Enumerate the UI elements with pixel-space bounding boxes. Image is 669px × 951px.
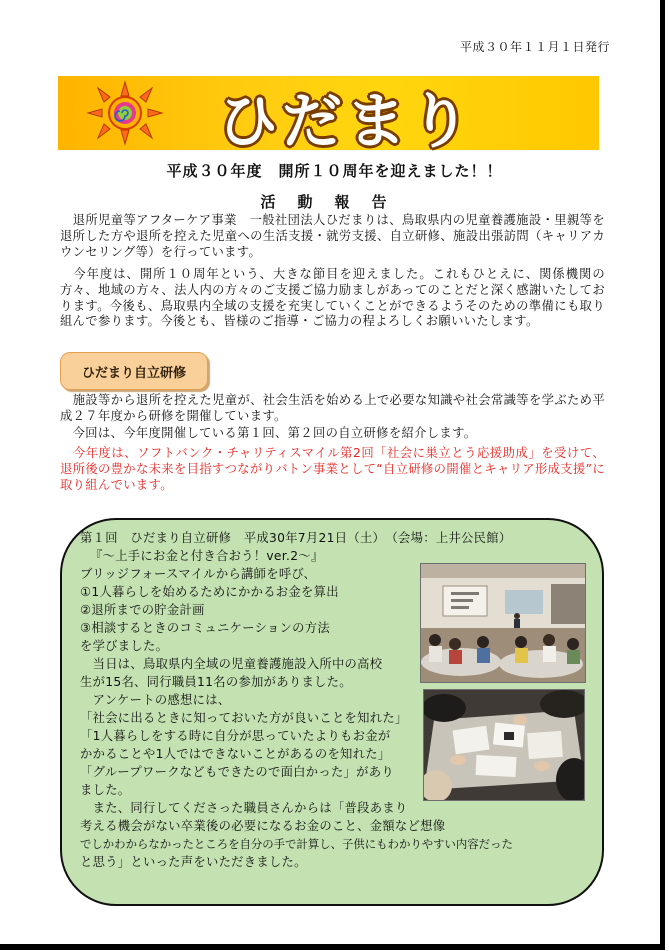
headline: 平成３０年度 開所１０周年を迎えました！！ [166,162,503,180]
training-section-badge: ひだまり自立研修 [60,352,208,390]
issue-date: 平成３０年１１月１日発行 [459,40,610,54]
session-1-line: ③相談するときのコミュニケーションの方法 [80,621,330,635]
training-paragraph-1: 施設等から退所を控えた児童が、社会生活を始める上で必要な知識や社会常識等を学ぶため平成２７年度から研修を開催しています。 [60,393,606,423]
sun-logo-icon [86,80,164,146]
session-1-line: ①1人暮らしを始めるためにかかるお金を算出 [80,585,339,599]
session-1-line: でしかわからなかったところを自分の手で計算し、子供にもわかりやすい内容だった [80,837,513,851]
group-work-photo [423,689,585,801]
session-1-line: 「1人暮らしをする時に自分が思っていたよりもお金が [80,729,391,743]
session-1-line: 当日は、鳥取県内全域の児童養護施設入所中の高校 [80,657,383,671]
session-1-line: と思う」といった声をいただきました。 [80,855,307,869]
newsletter-title: ひだまり [218,87,474,157]
lecture-photo [420,563,586,683]
session-1-line: ②退所までの貯金計画 [80,603,205,617]
session-1-line: かかることや1人ではできないことがあるのを知れた」 [80,747,391,761]
session-1-line: ました。 [80,783,131,797]
session-1-line: を学びました。 [80,639,169,653]
training-paragraph-2: 今回は、今年度開催している第１回、第２回の自立研修を紹介します。 [72,426,477,440]
training-paragraph-3: 今年度は、ソフトバンク・チャリティスマイル第2回「社会に巣立とう応援助成」を受けて、退所後の豊かな未来を目指すつながりバトン事業として“自立研修の開催とキャリア形成支援”に取り組んでいます。 [60,446,605,492]
session-1-line: アンケートの感想には、 [80,693,231,707]
session-1-line: また、同行してくださった職員さんからは「普段あまり [80,801,408,815]
activity-report-paragraph-2: 今年度は、開所１０周年という、大きな節目を迎えました。これもひとえに、関係機関の方々、地域の方々、法人内の方々のご支援ご協力励ましがあってのことだと深く感謝いたしております。今後も、鳥取県内全域の支援を充実していくことができるようそのための準備にも取り組んで参ります。今後とも、皆様のご指導・ご協力の程よろしくお願いいたします。 [60,267,605,329]
activity-report-title: 活動報告 [260,193,409,211]
session-1-line: 「グループワークなどもできたので面白かった」があり [80,765,394,779]
lecture-photo-image [421,564,585,682]
session-1-line: 生が15名、同行職員11名の参加がありました。 [80,675,352,689]
session-1-line: ブリッジフォースマイルから講師を呼び、 [80,567,317,581]
session-1-line: 「社会に出るときに知っておいた方が良いことを知れた」 [80,711,408,725]
session-1-header: 第１回 ひだまり自立研修 平成30年7月21日（土） （会場：上井公民館） [80,531,512,545]
activity-report-paragraph-1: 退所児童等アフターケア事業 一般社団法人ひだまりは、鳥取県内の児童養護施設・里親等を退所した方や退所を控えた児童への生活支援・就労支援、自立研修、施設出張訪問（キャリアカウンセリング等）を行っています。 [60,213,605,259]
session-1-title: 『～上手にお金と付き合おう！ver.2～』 [90,549,324,563]
session-1-line: 考える機会がない卒業後の必要になるお金のこと、金額など想像 [80,819,446,833]
group-work-photo-image [424,690,584,800]
